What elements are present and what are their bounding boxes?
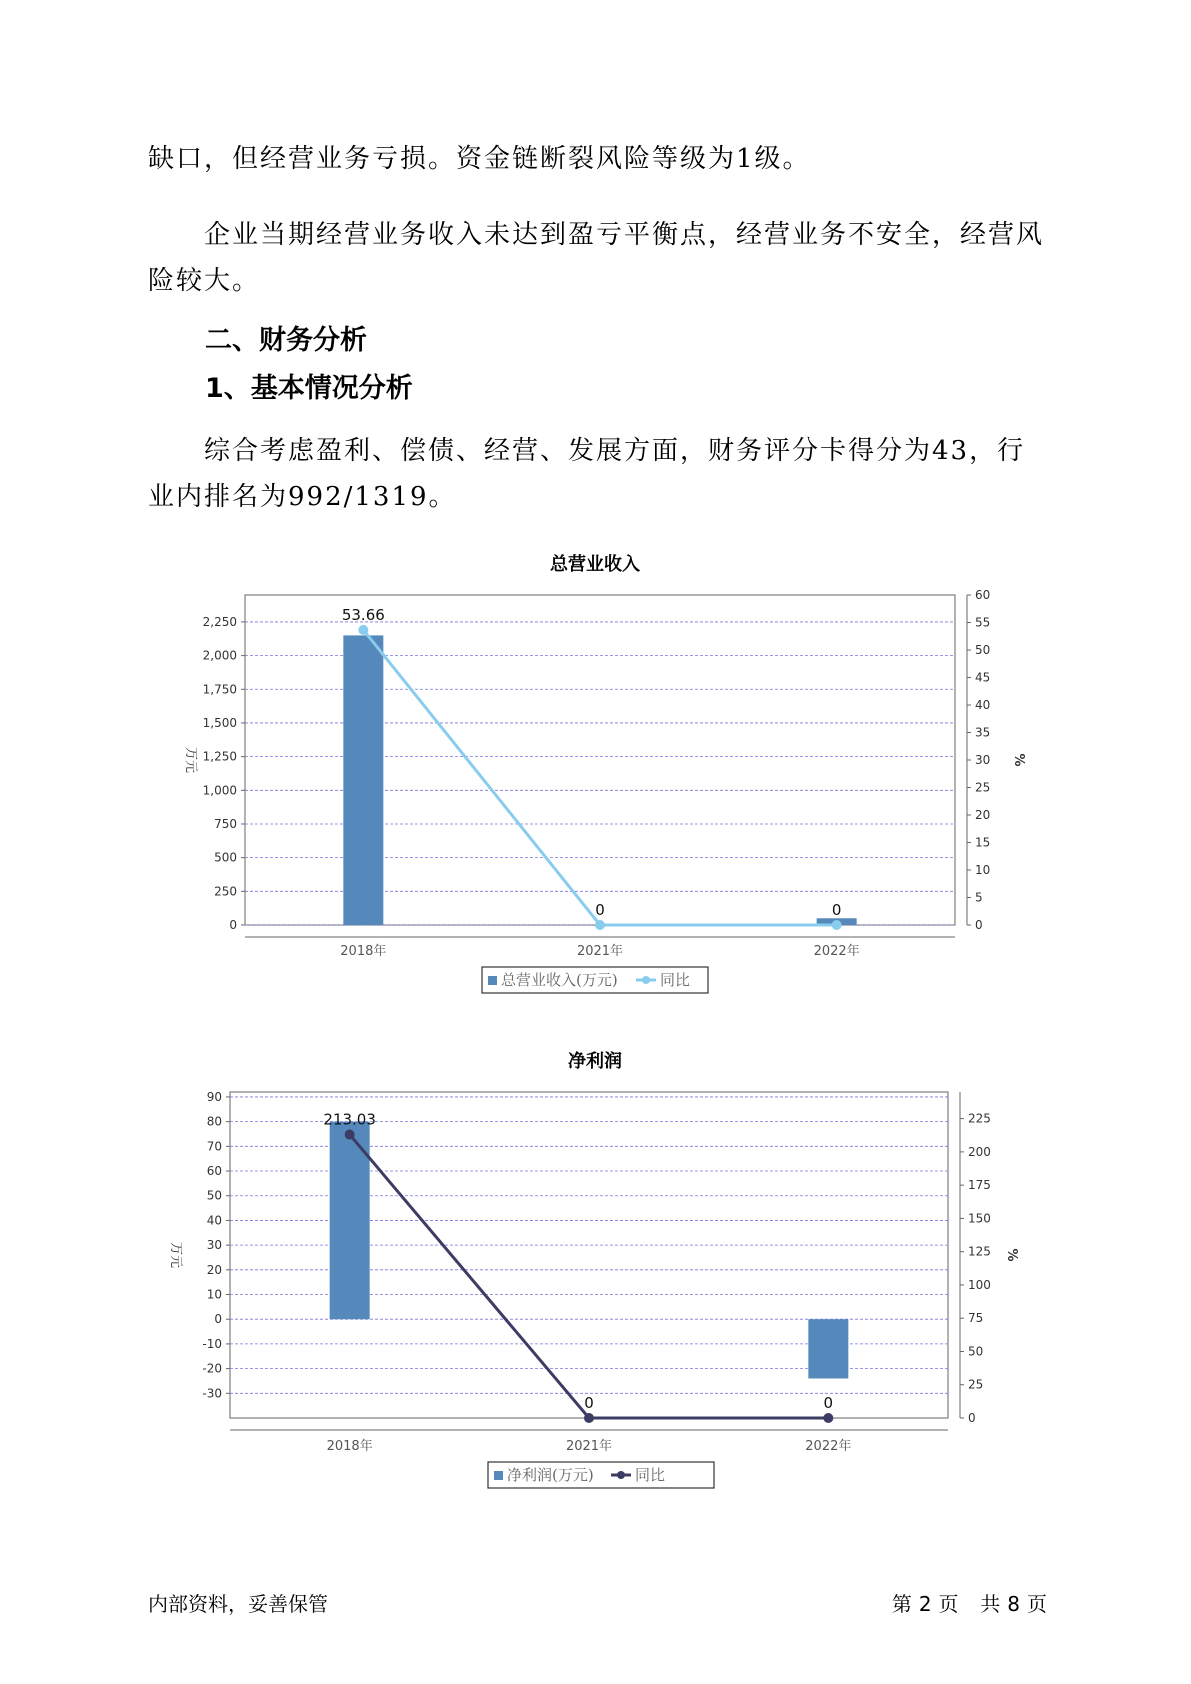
y2-tick-label: 55 [975,615,991,630]
y2-tick-label: 5 [975,890,983,905]
y-tick-label: 60 [206,1164,222,1179]
chart-title: 净利润 [568,1051,622,1072]
data-label: 213.03 [323,1110,376,1129]
line-point [358,625,368,635]
y2-tick-label: 150 [968,1211,991,1226]
y-tick-label: 250 [214,884,237,899]
y2-tick-label: 125 [968,1244,991,1259]
y-tick-label: 90 [206,1089,222,1104]
net-profit-chart [0,1040,1191,1500]
chart-title: 总营业收入 [550,554,640,575]
data-label: 0 [584,1394,594,1412]
y-tick-label: 0 [229,918,237,932]
y2-axis-label: % [1004,1248,1019,1262]
data-label: 0 [595,901,605,919]
y2-tick-label: 50 [975,643,991,657]
legend-line-label: 同比 [635,1466,666,1484]
data-label: 0 [831,901,842,919]
y2-tick-label: 225 [968,1111,991,1126]
total-label-post: 页 [1027,1592,1048,1616]
page-total: 8 [1007,1592,1021,1616]
y2-tick-label: 30 [975,753,991,767]
y2-tick-label: 75 [968,1311,984,1326]
paragraph-1: 缺口，但经营业务亏损。资金链断裂风险等级为1级。 [148,144,811,174]
footer-confidential: 内部资料，妥善保管 [148,1592,328,1616]
page-current: 2 [918,1592,933,1616]
y2-tick-label: 15 [975,835,991,850]
footer-page-number [889,1588,1051,1617]
x-tick-label: 2021年 [576,944,624,959]
y-tick-label: 40 [206,1213,222,1228]
page-label-pre: 第 [891,1592,913,1616]
y2-tick-label: 35 [975,725,991,740]
revenue-chart-svg [0,545,1191,1005]
y2-tick-label: 10 [975,863,991,877]
y-tick-label: 2,250 [202,614,237,629]
x-tick-label: 2018年 [326,1439,373,1454]
y-tick-label: 0 [214,1312,222,1327]
subsection-heading: 1、基本情况分析 [205,373,413,404]
y2-tick-label: 25 [975,780,991,795]
y-tick-label: 10 [206,1287,222,1302]
y-tick-label: 2,000 [202,648,237,663]
y2-tick-label: 100 [968,1277,991,1292]
paragraph-3: 综合考虑盈利、偿债、经营、发展方面，财务评分卡得分为43，行业内排名为992/1319。 [148,436,1026,512]
y2-tick-label: 60 [975,588,991,602]
total-label-pre: 共 [980,1592,1002,1616]
y-axis-label: 万元 [168,1241,183,1269]
y-tick-label: 500 [214,850,237,865]
y-tick-label: 30 [206,1238,222,1253]
y-tick-label: 1,750 [202,682,237,697]
line-point [595,920,605,930]
net-profit-chart-svg [0,1040,1191,1500]
y2-tick-label: 0 [975,918,983,932]
y2-tick-label: 20 [975,808,991,822]
y-tick-label: 20 [206,1262,222,1277]
legend-line-marker [617,1471,625,1479]
legend-bar-label: 总营业收入(万元) [501,971,618,989]
y2-tick-label: 200 [968,1144,991,1159]
y-tick-label: 1,500 [202,715,237,730]
y-tick-label: 750 [214,816,237,831]
x-tick-label: 2021年 [565,1439,613,1454]
legend-line-label: 同比 [660,971,691,989]
line-point [832,920,842,930]
y2-tick-label: 50 [968,1344,984,1359]
y-tick-label: -10 [202,1336,222,1351]
y2-tick-label: 40 [975,698,991,712]
x-tick-label: 2022年 [813,944,860,959]
line-point [345,1130,355,1140]
revenue-chart [0,545,1191,1005]
y-tick-label: -30 [202,1386,222,1401]
paragraph-2: 企业当期经营业务收入未达到盈亏平衡点，经营业务不安全，经营风险较大。 [148,220,1045,296]
y2-axis-label: % [1011,753,1026,767]
bar [808,1319,848,1378]
legend-line-marker [642,976,650,984]
bar [343,635,383,925]
y-tick-label: 70 [206,1139,222,1154]
y2-tick-label: 45 [975,670,991,685]
data-label: 0 [823,1394,834,1412]
page-label-mid: 页 [938,1592,960,1616]
x-tick-label: 2022年 [805,1439,852,1454]
y2-tick-label: 0 [968,1411,976,1425]
legend-bar-swatch [494,1471,503,1480]
line-point [584,1413,594,1423]
y-tick-label: 1,000 [202,783,237,798]
y-axis-label: 万元 [183,746,198,774]
y2-tick-label: 175 [968,1178,991,1193]
y-tick-label: 80 [206,1114,222,1129]
y-tick-label: 50 [206,1188,222,1203]
y-tick-label: 1,250 [202,749,237,764]
legend-bar-label: 净利润(万元) [507,1466,594,1484]
y-tick-label: -20 [202,1361,222,1376]
line-point [823,1413,833,1423]
x-tick-label: 2018年 [340,944,387,959]
data-label: 53.66 [341,605,385,624]
legend-bar-swatch [488,976,497,985]
y2-tick-label: 25 [968,1377,984,1392]
section-heading: 二、财务分析 [205,325,367,356]
